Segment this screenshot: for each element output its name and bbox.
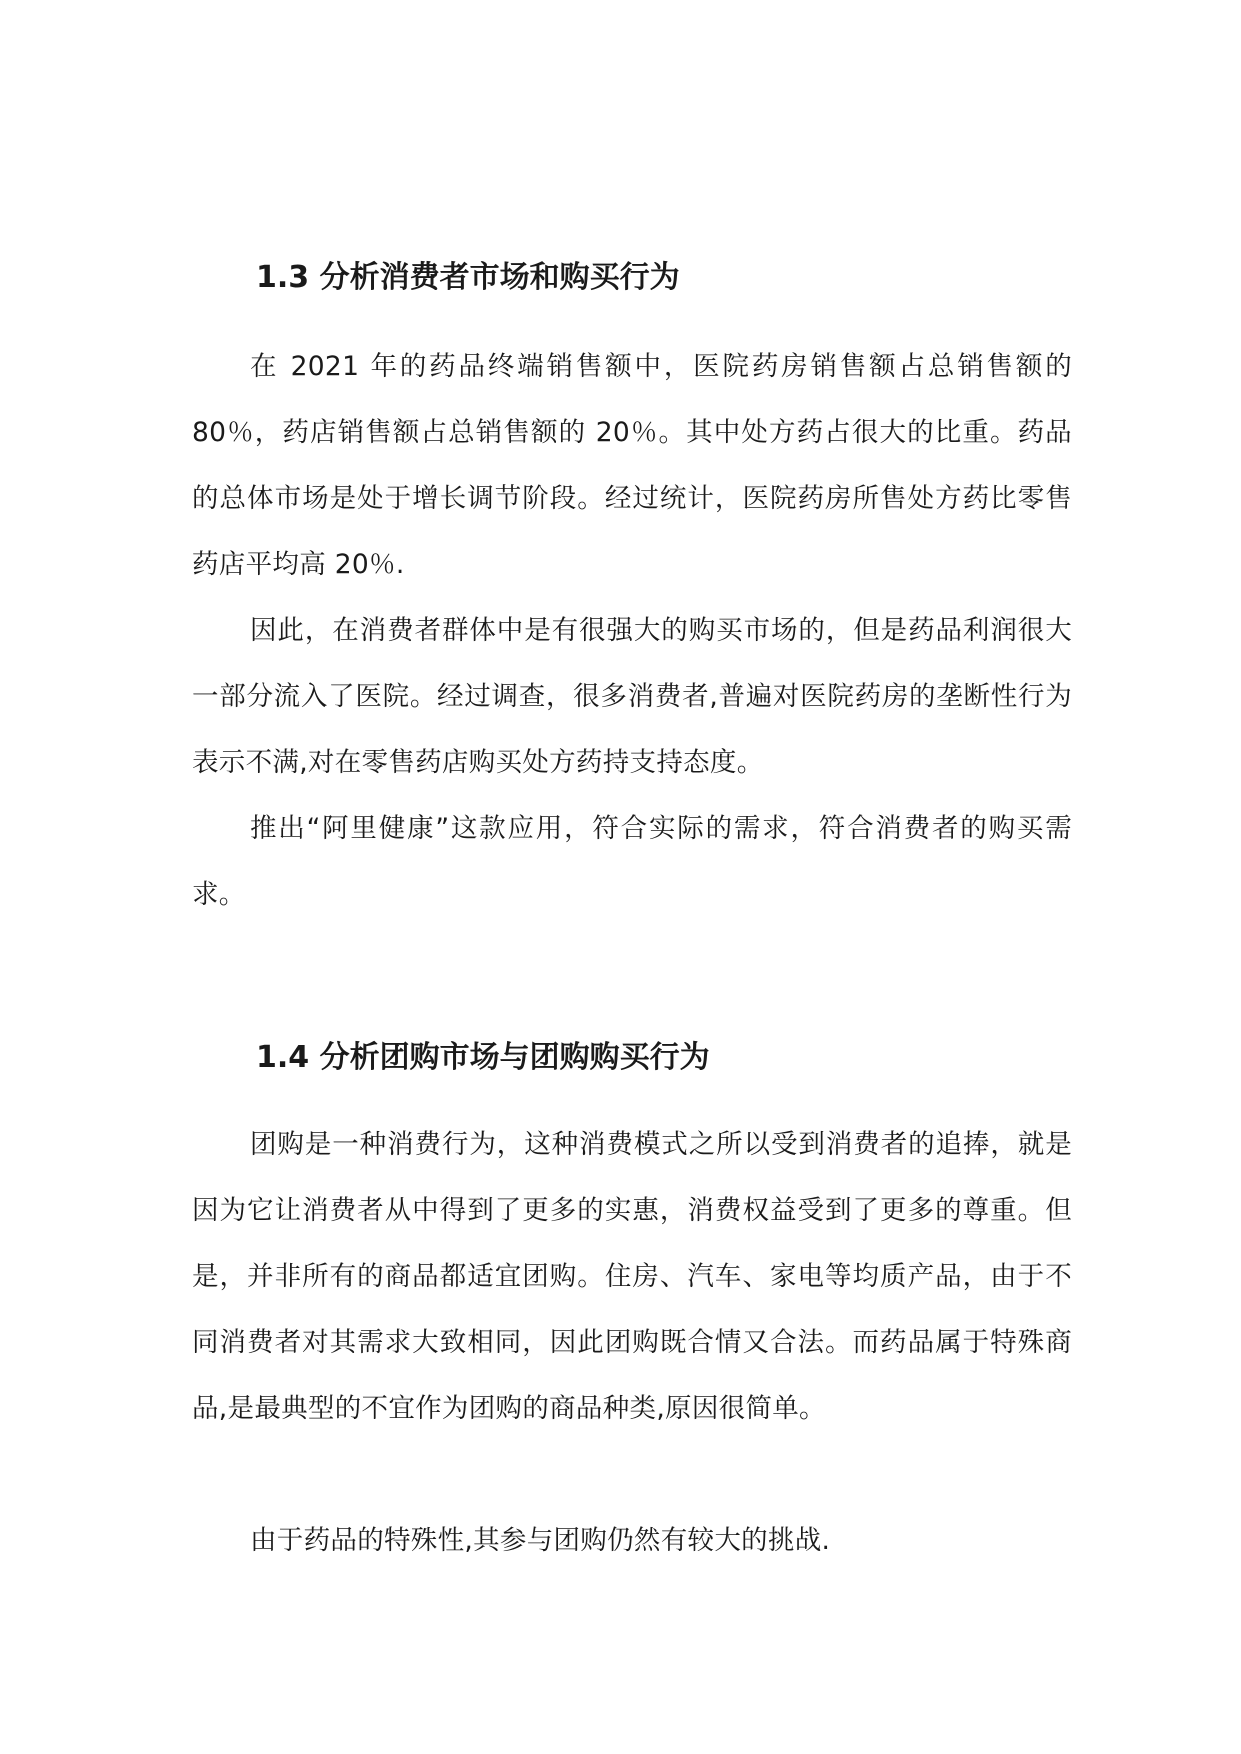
section-1-4-heading: 1.4 分析团购市场与团购购买行为 <box>256 1040 710 1075</box>
section-1-3-paragraph-2: 因此，在消费者群体中是有很强大的购买市场的，但是药品利润很大一部分流入了医院。经过调查，很多消费者,普遍对医院药房的垄断性行为表示不满,对在零售药店购买处方药持支持态度。 <box>192 615 1072 778</box>
section-1-3-heading: 1.3 分析消费者市场和购买行为 <box>256 260 680 295</box>
section-1-3-paragraph-1: 在 2021 年的药品终端销售额中，医院药房销售额占总销售额的 80％，药店销售额占总销售额的 20％。其中处方药占很大的比重。药品的总体市场是处于增长调节阶段。经过统计，医院药房所售处方药比零售药店平均高 20％. <box>192 351 1072 580</box>
section-1-4-paragraph-1: 团购是一种消费行为，这种消费模式之所以受到消费者的追捧，就是因为它让消费者从中得到了更多的实惠，消费权益受到了更多的尊重。但是，并非所有的商品都适宜团购。住房、汽车、家电等均质产品，由于不同消费者对其需求大致相同，因此团购既合情又合法。而药品属于特殊商品,是最典型的不宜作为团购的商品种类,原因很简单。 <box>192 1129 1072 1424</box>
section-1-3-paragraph-3: 推出“阿里健康”这款应用，符合实际的需求，符合消费者的购买需求。 <box>192 813 1072 910</box>
section-1-4-paragraph-2: 由于药品的特殊性,其参与团购仍然有较大的挑战. <box>250 1525 831 1556</box>
